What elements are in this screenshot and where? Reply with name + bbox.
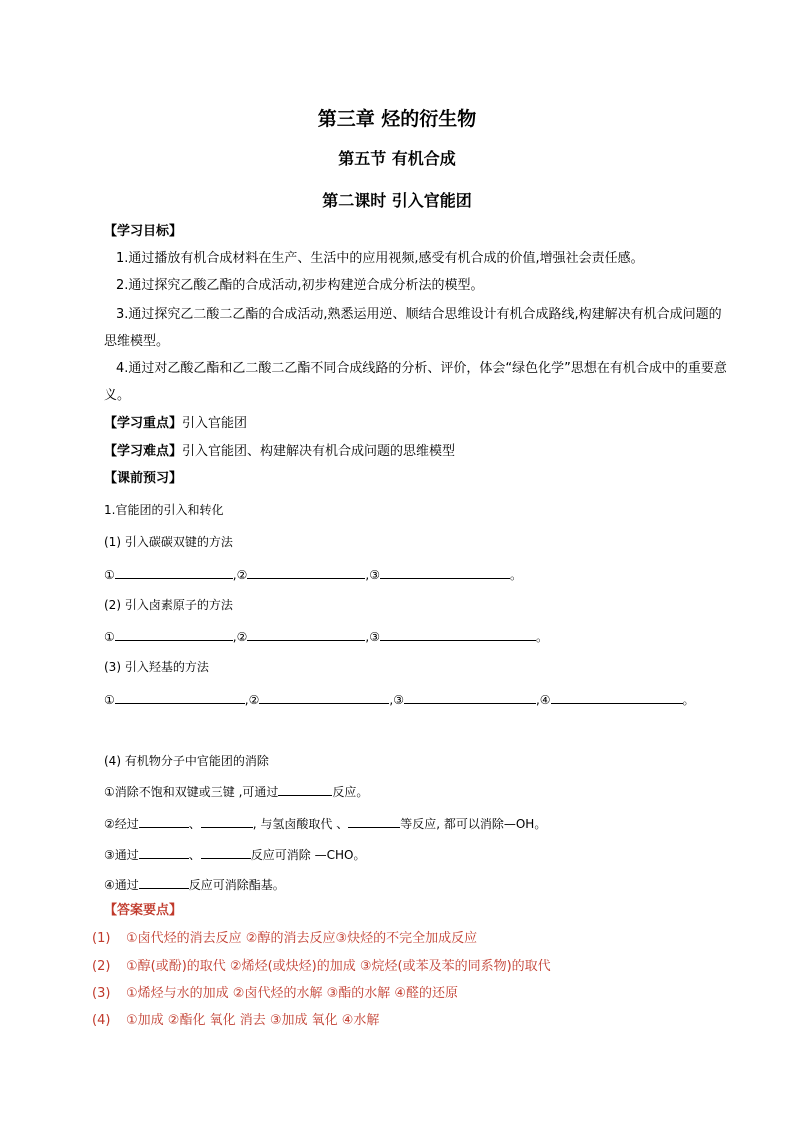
blank[interactable] [259,690,389,704]
focus-row [104,412,247,431]
elim-line-2: ②经过 、 , 与氢卤酸取代 、 等反应, 都可以消除—OH。 [104,814,546,832]
elim-line-1: ①消除不饱和双键或三键 ,可通过 反应。 [104,782,368,800]
question-4: (4) 有机物分子中官能团的消除 [104,754,269,768]
answer-row-3: (3) ①烯烃与水的加成 ②卤代烃的水解 ③酯的水解 ④醛的还原 [92,986,459,1001]
answer-line-2: ① ,② ,③ 。 [104,627,548,645]
goal-item-4: 4.通过对乙酸乙酯和乙二酸二乙酯不同合成线路的分析、评价，体会“绿色化学”思想在有机合成中的重要意义。 [104,361,727,403]
blank[interactable] [201,814,253,828]
blank[interactable] [380,565,510,579]
difficulty-label: 【学习难点】 [104,444,183,459]
blank[interactable] [404,690,536,704]
answer-line-1: ① ,② ,③ 。 [104,565,522,583]
blank[interactable] [139,845,189,859]
lesson-title: 第二课时 引入官能团 [322,191,472,210]
difficulty-text: 引入官能团、构建解决有机合成问题的思维模型 [182,444,456,459]
answers-label: 【答案要点】 [104,903,183,918]
preview-heading: 1.官能团的引入和转化 [104,503,224,517]
blank[interactable] [139,875,189,889]
chapter-title: 第三章 烃的衍生物 [317,108,477,130]
answer-row-4: (4) ①加成 ②酯化 氧化 消去 ③加成 氧化 ④水解 [92,1013,380,1028]
blank[interactable] [139,814,189,828]
goal-item-2: 2.通过探究乙酸乙酯的合成活动,初步构建逆合成分析法的模型。 [116,278,484,293]
section-title: 第五节 有机合成 [338,149,456,168]
blank[interactable] [247,627,365,641]
goal-item-3: 3.通过探究乙二酸二乙酯的合成活动,熟悉运用逆、顺结合思维设计有机合成路线,构建解决有机合成问题的思维模型。 [104,307,722,349]
difficulty-row [104,440,455,459]
elim-line-3: ③通过 、 反应可消除 —CHO。 [104,845,365,863]
blank[interactable] [348,814,400,828]
blank[interactable] [278,782,332,796]
focus-label: 【学习重点】 [104,416,183,431]
question-1: (1) 引入碳碳双键的方法 [104,535,233,549]
blank[interactable] [115,565,233,579]
blank[interactable] [247,565,365,579]
answer-line-3: ① ,② ,③ ,④ 。 [104,690,695,708]
blank[interactable] [115,690,245,704]
blank[interactable] [551,690,683,704]
preview-label: 【课前预习】 [104,471,183,486]
blank[interactable] [201,845,251,859]
focus-text: 引入官能团 [182,416,248,431]
goals-label: 【学习目标】 [104,224,183,239]
blank[interactable] [115,627,233,641]
question-2: (2) 引入卤素原子的方法 [104,598,233,612]
answer-row-1: (1) ①卤代烃的消去反应 ②醇的消去反应③炔烃的不完全加成反应 [92,931,478,946]
elim-line-4: ④通过 反应可消除酯基。 [104,875,285,893]
answer-row-2: (2) ①醇(或酚)的取代 ②烯烃(或炔烃)的加成 ③烷烃(或苯及苯的同系物)的取代 [92,959,551,974]
blank[interactable] [380,627,536,641]
question-3: (3) 引入羟基的方法 [104,660,209,674]
goal-item-1: 1.通过播放有机合成材料在生产、生活中的应用视频,感受有机合成的价值,增强社会责任感。 [116,251,644,266]
